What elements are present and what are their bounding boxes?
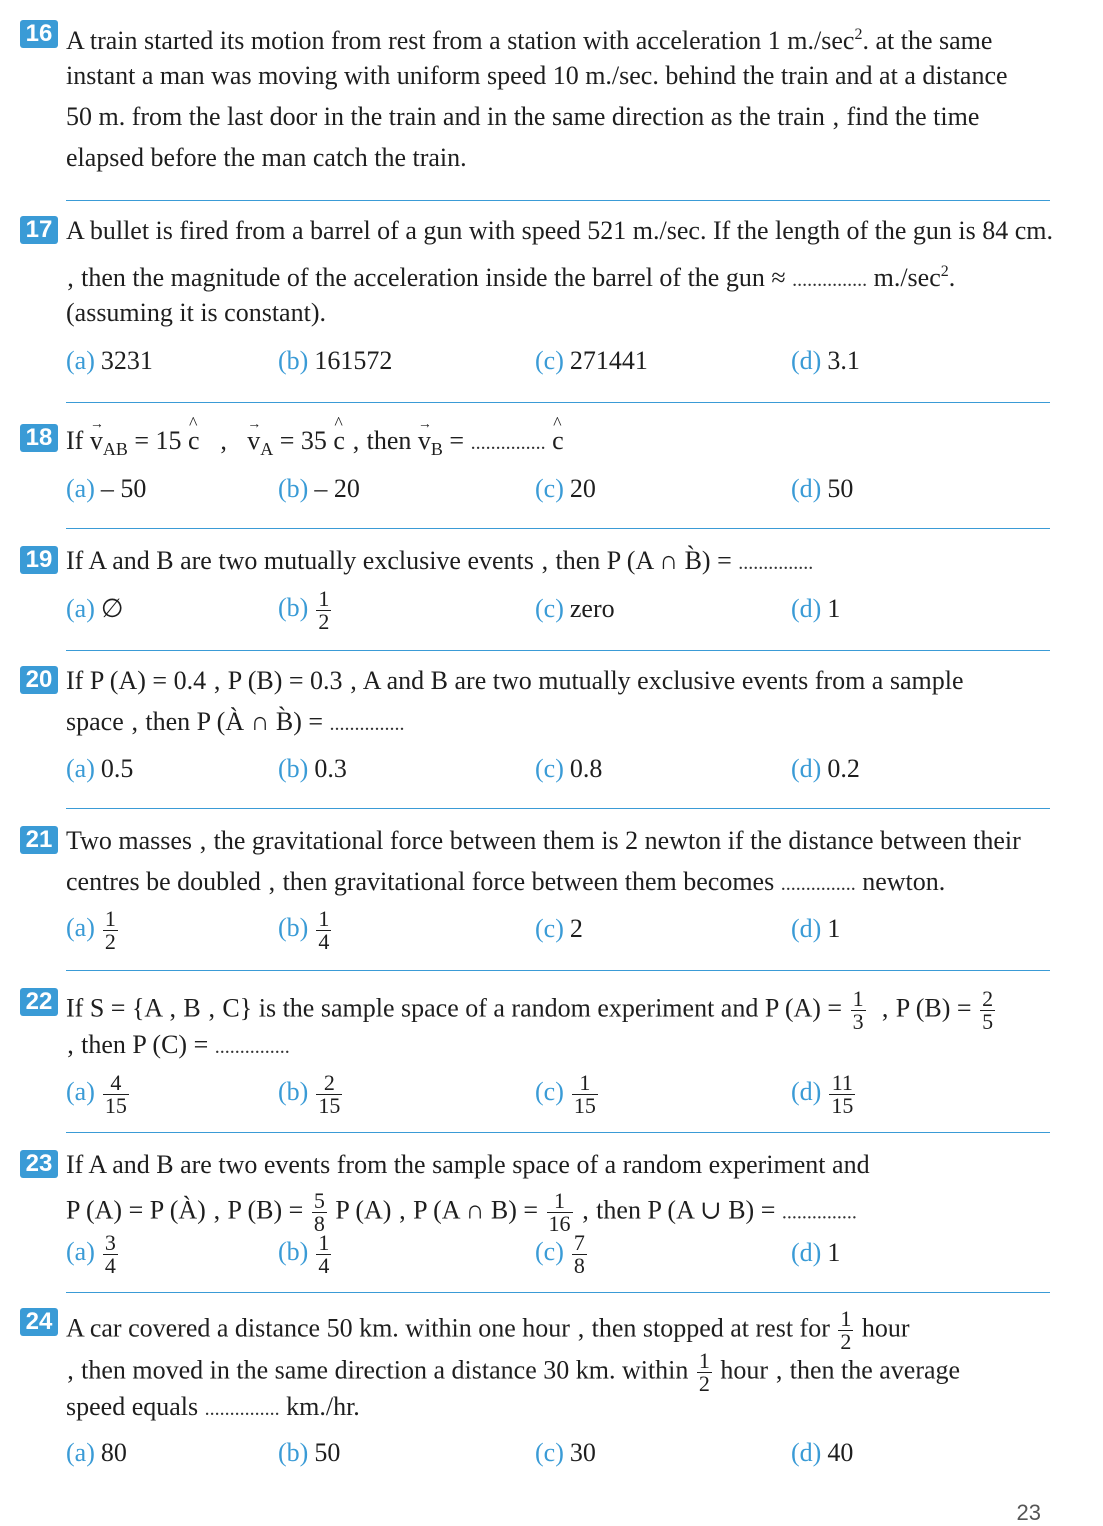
- option-a[interactable]: [66, 1232, 120, 1277]
- question-text: Two masses ‚ the gravitational force between them is 2 newton if the distance between their: [66, 826, 1021, 855]
- subscript: B: [430, 439, 443, 459]
- option-c[interactable]: [535, 1072, 600, 1117]
- subscript: A: [260, 439, 274, 459]
- option-text: 3231: [100, 346, 153, 375]
- question-text: [66, 1190, 857, 1235]
- question-text: [66, 867, 945, 899]
- option-c[interactable]: [535, 754, 602, 784]
- option-label: (b): [278, 474, 309, 503]
- option-text: 50: [827, 474, 854, 503]
- option-text: ∅: [100, 594, 124, 623]
- denominator: 2: [318, 609, 330, 634]
- answer-blank: ...............: [781, 1201, 857, 1224]
- option-label: (d): [791, 914, 822, 943]
- option-text: 0.3: [314, 754, 347, 783]
- answer-blank: ...............: [204, 1398, 280, 1420]
- fraction: [103, 1232, 118, 1277]
- divider: [66, 650, 1050, 651]
- numerator: 7: [573, 1230, 585, 1255]
- option-text: 80: [100, 1438, 127, 1467]
- option-b[interactable]: [278, 346, 392, 376]
- numerator: 1: [698, 1348, 710, 1373]
- text-segment: If: [66, 426, 84, 455]
- option-label: (b): [278, 1438, 309, 1467]
- options-row: [66, 754, 1046, 794]
- answer-blank: ...............: [470, 432, 546, 454]
- option-a[interactable]: [66, 594, 124, 624]
- option-c[interactable]: [535, 1438, 596, 1468]
- numerator: 5: [313, 1188, 325, 1213]
- options-row: [66, 906, 1046, 954]
- option-label: (a): [66, 346, 95, 375]
- option-label: (d): [791, 1238, 822, 1267]
- option-label: (d): [791, 1438, 822, 1467]
- option-text: 0.2: [827, 754, 860, 783]
- answer-blank: ...............: [738, 552, 814, 574]
- fraction: [103, 908, 118, 953]
- option-a[interactable]: [66, 346, 153, 376]
- option-c[interactable]: [535, 346, 648, 376]
- answer-blank: ...............: [792, 269, 868, 291]
- option-label: (c): [535, 594, 564, 623]
- text-segment: If A and B are two mutually exclusive events ‚ then P (A ∩ B̀) =: [66, 546, 732, 575]
- question-text: [66, 988, 997, 1033]
- option-label: (a): [66, 1237, 95, 1267]
- question-text: [66, 20, 992, 56]
- divider: [66, 970, 1050, 971]
- option-label: (d): [791, 346, 822, 375]
- fraction: [316, 1232, 331, 1277]
- text-segment: space ‚ then P (À ∩ B̀) =: [66, 707, 324, 736]
- subscript: AB: [102, 439, 128, 459]
- option-text: – 50: [100, 474, 147, 503]
- denominator: 3: [852, 1009, 864, 1034]
- question-text: [66, 1392, 360, 1424]
- denominator: 8: [573, 1253, 585, 1278]
- unit-vector-c: ^ c: [552, 426, 564, 456]
- question-text: instant a man was moving with uniform speed 10 m./sec. behind the train and at a distance: [66, 61, 1008, 90]
- question-text: elapsed before the man catch the train.: [66, 143, 467, 172]
- option-label: (c): [535, 1237, 564, 1267]
- option-text: 30: [569, 1438, 596, 1467]
- option-text: 1: [827, 594, 841, 623]
- fraction: [851, 988, 866, 1033]
- vector-v: → v: [418, 426, 431, 456]
- option-label: (a): [66, 754, 95, 783]
- option-c[interactable]: [535, 914, 583, 944]
- text-segment: ‚ then the magnitude of the acceleration inside the barrel of the gun ≈: [66, 263, 786, 292]
- denominator: 4: [318, 929, 330, 954]
- fraction: [103, 1072, 129, 1117]
- option-c[interactable]: [535, 474, 596, 504]
- option-c[interactable]: [535, 594, 615, 624]
- option-d[interactable]: [791, 474, 853, 504]
- question-number-badge: 16: [20, 20, 58, 48]
- option-b[interactable]: [278, 908, 333, 953]
- text-segment: ‚ then moved in the same direction a distance 30 km. within: [66, 1355, 689, 1385]
- unit-vector-c: ^ c: [333, 426, 345, 456]
- text-segment: = 35: [279, 426, 327, 455]
- question-number-badge: 17: [20, 216, 58, 244]
- fraction: [316, 908, 331, 953]
- option-d[interactable]: [791, 594, 840, 624]
- text-segment: centres be doubled ‚ then gravitational force between them becomes: [66, 867, 775, 896]
- vector-v: → v: [247, 426, 260, 456]
- option-text: 0.5: [100, 754, 134, 783]
- option-label: (c): [535, 1438, 564, 1467]
- text-segment: A train started its motion from rest from a station with acceleration 1 m./sec: [66, 26, 855, 55]
- numerator: 3: [104, 1230, 116, 1255]
- fraction: [312, 1190, 327, 1235]
- option-label: (d): [791, 594, 822, 623]
- option-text: 3.1: [827, 346, 860, 375]
- fraction: [572, 1072, 598, 1117]
- option-label: (c): [535, 1077, 564, 1107]
- question-text: A bullet is fired from a barrel of a gun with speed 521 m./sec. If the length of the gun is 84 cm.: [66, 216, 1054, 245]
- option-label: (a): [66, 474, 95, 503]
- option-a[interactable]: [66, 754, 133, 784]
- numerator: 4: [103, 1072, 129, 1095]
- option-b[interactable]: [278, 588, 333, 633]
- option-label: (b): [278, 1237, 309, 1267]
- option-d[interactable]: [791, 346, 860, 376]
- text-segment: ‚ P (B) =: [880, 993, 972, 1023]
- option-text: 0.8: [569, 754, 603, 783]
- option-b[interactable]: [278, 1438, 340, 1468]
- denominator: 2: [840, 1329, 852, 1354]
- denominator: 4: [104, 1253, 116, 1278]
- denominator: 15: [573, 1093, 596, 1118]
- fraction: [316, 588, 331, 633]
- page-number: 23: [1016, 1500, 1041, 1525]
- question-number-badge: 22: [20, 988, 58, 1016]
- answer-blank: ...............: [329, 713, 405, 735]
- option-b[interactable]: [278, 1232, 333, 1277]
- question-text: [66, 426, 564, 464]
- option-label: (d): [791, 754, 822, 783]
- options-row: [66, 1438, 1046, 1478]
- denominator: 15: [318, 1093, 341, 1118]
- numerator: 1: [104, 906, 116, 931]
- denominator: 2: [104, 929, 116, 954]
- option-label: (b): [278, 754, 309, 783]
- option-a[interactable]: [66, 474, 146, 504]
- text-segment: km./hr.: [286, 1392, 360, 1421]
- denominator: 2: [698, 1371, 710, 1396]
- question-number-badge: 20: [20, 666, 58, 694]
- option-label: (b): [278, 1077, 309, 1107]
- answer-blank: ...............: [780, 873, 856, 895]
- question-text: 50 m. from the last door in the train and in the same direction as the train ‚ find the time: [66, 102, 980, 131]
- question-text: (assuming it is constant).: [66, 298, 326, 327]
- vector-v: → v: [90, 426, 103, 456]
- option-label: (c): [535, 474, 564, 503]
- text-segment: ‚ then P (A ∪ B) =: [581, 1195, 776, 1225]
- option-b[interactable]: [278, 754, 347, 784]
- divider: [66, 200, 1050, 201]
- options-row: [66, 474, 1046, 514]
- denominator: 16: [548, 1211, 571, 1236]
- numerator: 2: [982, 986, 994, 1011]
- divider: [66, 1132, 1050, 1133]
- text-segment: = 15: [134, 426, 182, 455]
- numerator: 11: [829, 1072, 855, 1095]
- option-label: (b): [278, 913, 309, 943]
- fraction: [547, 1190, 573, 1235]
- text-segment: newton.: [862, 867, 946, 896]
- divider: [66, 1292, 1050, 1293]
- option-label: (c): [535, 914, 564, 943]
- fraction: [697, 1350, 712, 1395]
- superscript: 2: [940, 263, 949, 280]
- text-segment: .: [948, 263, 956, 292]
- denominator: 15: [104, 1093, 127, 1118]
- question-text: [66, 1308, 910, 1353]
- question-text: [66, 257, 955, 295]
- question-number-badge: 21: [20, 826, 58, 854]
- denominator: 5: [982, 1009, 994, 1034]
- question-text: [66, 1030, 290, 1062]
- option-label: (c): [535, 754, 564, 783]
- text-segment: If S = {A ‚ B ‚ C} is the sample space of a random experiment and P (A) =: [66, 993, 843, 1023]
- text-segment: =: [449, 426, 465, 455]
- question-number-badge: 18: [20, 424, 58, 452]
- divider: [66, 808, 1050, 809]
- fraction: [572, 1232, 587, 1277]
- numerator: 1: [318, 906, 330, 931]
- text-segment: speed equals: [66, 1392, 199, 1421]
- text-segment: P (A) = P (À) ‚ P (B) =: [66, 1195, 304, 1225]
- option-text: 2: [569, 914, 583, 943]
- question-text: [66, 546, 813, 578]
- superscript: 2: [854, 26, 863, 43]
- options-row: [66, 1230, 1046, 1278]
- option-label: (d): [791, 474, 822, 503]
- options-row: [66, 586, 1046, 634]
- option-text: 20: [569, 474, 596, 503]
- option-a[interactable]: [66, 1438, 127, 1468]
- option-b[interactable]: [278, 474, 360, 504]
- text-segment: ‚ then P (C) =: [66, 1030, 209, 1059]
- option-text: 1: [827, 1238, 841, 1267]
- text-segment: ‚ then: [351, 426, 412, 455]
- text-segment: ‚: [219, 426, 228, 455]
- fraction: [838, 1308, 853, 1353]
- question-text: If P (A) = 0.4 ‚ P (B) = 0.3 ‚ A and B are two mutually exclusive events from a sample: [66, 666, 964, 695]
- divider: [66, 528, 1050, 529]
- numerator: 1: [318, 1230, 330, 1255]
- answer-blank: ...............: [214, 1036, 290, 1058]
- option-label: (b): [278, 346, 309, 375]
- option-label: (d): [791, 1077, 822, 1107]
- numerator: 1: [840, 1306, 852, 1331]
- option-d[interactable]: [791, 1072, 857, 1117]
- option-label: (a): [66, 1077, 95, 1107]
- divider: [66, 402, 1050, 403]
- numerator: 1: [852, 986, 864, 1011]
- option-text: 1: [827, 914, 841, 943]
- numerator: 2: [316, 1072, 342, 1095]
- fraction: [316, 1072, 342, 1117]
- numerator: 1: [547, 1190, 573, 1213]
- options-row: [66, 1070, 1046, 1118]
- numerator: 1: [572, 1072, 598, 1095]
- option-text: 40: [827, 1438, 854, 1467]
- option-label: (a): [66, 594, 95, 623]
- question-text: [66, 707, 405, 739]
- fraction: [980, 988, 995, 1033]
- option-text: – 20: [314, 474, 360, 503]
- unit-vector-c: ^ c: [188, 426, 200, 456]
- option-text: 161572: [314, 346, 393, 375]
- option-d[interactable]: [791, 1238, 840, 1268]
- denominator: 4: [318, 1253, 330, 1278]
- option-text: zero: [569, 594, 615, 623]
- option-label: (b): [278, 593, 309, 623]
- text-segment: A car covered a distance 50 km. within one hour ‚ then stopped at rest for: [66, 1313, 830, 1343]
- text-segment: m./sec: [873, 263, 941, 292]
- text-segment: P (A) ‚ P (A ∩ B) =: [335, 1195, 539, 1225]
- fraction: [829, 1072, 855, 1117]
- option-label: (a): [66, 913, 95, 943]
- option-label: (a): [66, 1438, 95, 1467]
- option-d[interactable]: [791, 1438, 853, 1468]
- question-number-badge: 19: [20, 546, 58, 574]
- option-a[interactable]: [66, 908, 120, 953]
- option-d[interactable]: [791, 914, 840, 944]
- question-number-badge: 23: [20, 1150, 58, 1178]
- numerator: 1: [318, 586, 330, 611]
- option-text: 271441: [569, 346, 648, 375]
- option-d[interactable]: [791, 754, 860, 784]
- denominator: 8: [313, 1211, 325, 1236]
- denominator: 15: [831, 1093, 854, 1118]
- text-segment: hour ‚ then the average: [720, 1355, 961, 1385]
- option-a[interactable]: [66, 1072, 131, 1117]
- option-c[interactable]: [535, 1232, 589, 1277]
- options-row: [66, 346, 1046, 386]
- question-text: [66, 1350, 960, 1395]
- option-text: 50: [314, 1438, 341, 1467]
- question-text: If A and B are two events from the sample space of a random experiment and: [66, 1150, 870, 1179]
- question-number-badge: 24: [20, 1308, 58, 1336]
- option-label: (c): [535, 346, 564, 375]
- option-b[interactable]: [278, 1072, 344, 1117]
- text-segment: . at the same: [862, 26, 993, 55]
- text-segment: hour: [861, 1313, 910, 1343]
